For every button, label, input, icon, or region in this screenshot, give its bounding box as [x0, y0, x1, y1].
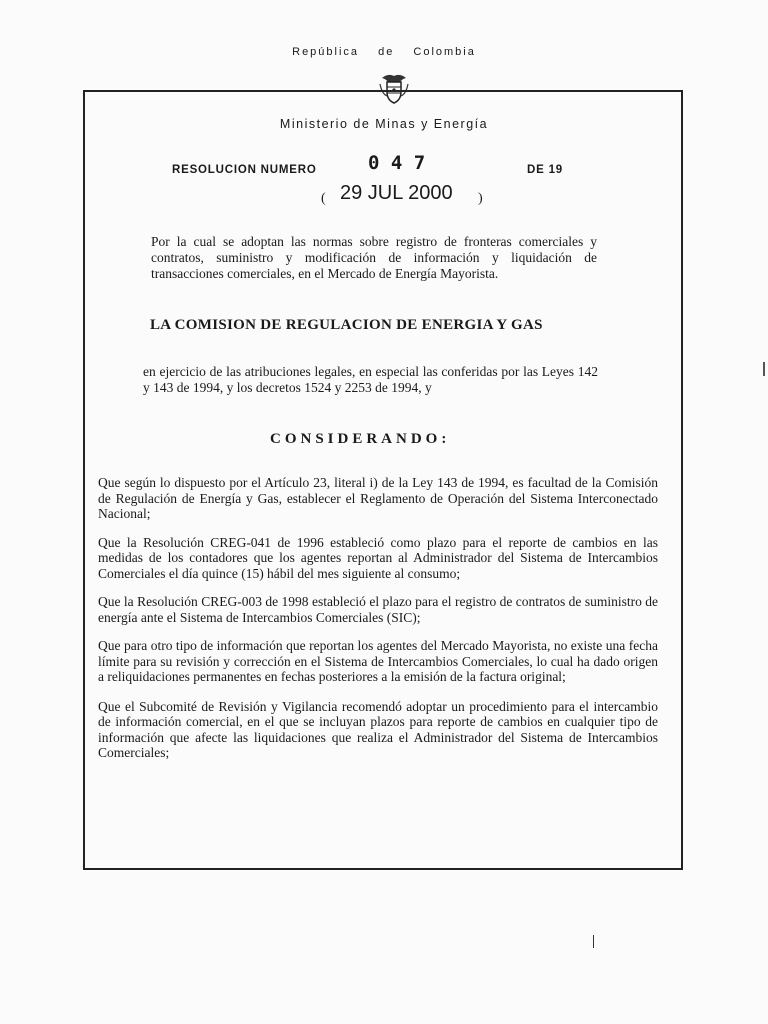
considerando-paragraph: Que la Resolución CREG-041 de 1996 estableció como plazo para el reporte de cambios en las medidas de los contadores que los agentes reportan al Administrador del Sistema de Intercambios Comerciales el día quince (15) hábil del mes siguiente al consumo; [98, 534, 658, 581]
commission-title: LA COMISION DE REGULACION DE ENERGIA Y GAS [150, 317, 543, 333]
resolution-date: 29 JUL 2000 [340, 182, 453, 204]
resolution-number: 0 4 7 [368, 152, 426, 174]
considerandos-list [98, 475, 658, 774]
considerando-heading: CONSIDERANDO: [270, 431, 451, 447]
scan-mark [763, 362, 765, 376]
considerando-paragraph: Que la Resolución CREG-003 de 1998 estableció el plazo para el registro de contratos de suministro de energía ante el Sistema de Intercambios Comerciales (SIC); [98, 594, 658, 625]
date-paren-close: ) [478, 191, 483, 206]
considerando-paragraph: Que para otro tipo de información que reportan los agentes del Mercado Mayorista, no existe una fecha límite para su revisión y corrección en el Sistema de Intercambios Comerciales, lo cual ha dado origen a reliquidaciones permanentes en fechas posteriores a la emisión de la factura original; [98, 638, 658, 684]
country-header: República de Colombia [292, 46, 476, 58]
resolution-label: RESOLUCION NUMERO [172, 164, 317, 176]
resolution-summary: Por la cual se adoptan las normas sobre registro de fronteras comerciales y contratos, suministro y modificación de información y liquidación de transacciones comerciales, en el Mercado de Energía Mayorista. [151, 234, 597, 281]
considerando-paragraph: Que según lo dispuesto por el Artículo 23, literal i) de la Ley 143 de 1994, es facultad de la Comisión de Regulación de Energía y Gas, establecer el Reglamento de Operación del Sistema Interconectado Nacional; [98, 475, 658, 521]
scan-mark [593, 935, 594, 948]
considerando-paragraph: Que el Subcomité de Revisión y Vigilancia recomendó adoptar un procedimiento para el intercambio de información comercial, en el que se incluyan plazos para reporte de cambios en cualquier tipo de información que afecte las liquidaciones que realiza el Administrador del Sistema de Intercambios Comerciales; [98, 698, 658, 760]
date-paren-open: ( [321, 191, 326, 206]
resolution-year-label: DE 19 [527, 164, 563, 176]
ministry-name: Ministerio de Minas y Energía [279, 117, 489, 131]
attributions-text: en ejercicio de las atribuciones legales, en especial las conferidas por las Leyes 142 y 143 de 1994, y los decretos 1524 y 2253 de 1994, y [143, 364, 598, 395]
